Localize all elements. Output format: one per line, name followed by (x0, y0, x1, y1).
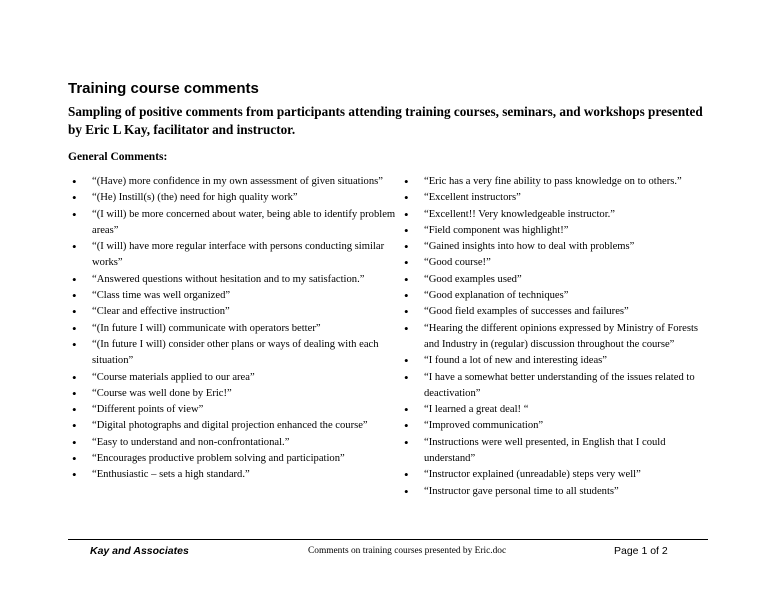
comment-item: • “Eric has a very fine ability to pass knowledge on to others.” (400, 174, 705, 190)
comment-item: • “Excellent!! Very knowledgeable instructor.” (400, 207, 705, 223)
comment-item: • “Different points of view” (68, 402, 398, 418)
comment-item: • “Good field examples of successes and failures” (400, 304, 705, 320)
section-heading: General Comments: (68, 151, 168, 163)
comments-list-left (68, 174, 398, 484)
comment-item: • “Field component was highlight!” (400, 223, 705, 239)
comment-item: • “(In future I will) communicate with operators better” (68, 321, 398, 337)
comment-item: • “Enthusiastic – sets a high standard.” (68, 467, 398, 483)
footer-filename: Comments on training courses presented by Eric.doc (308, 546, 507, 556)
footer-company: Kay and Associates (90, 545, 189, 557)
comment-item: • “Gained insights into how to deal with problems” (400, 239, 705, 255)
comment-item: • “Course was well done by Eric!” (68, 386, 398, 402)
comment-item: • “Easy to understand and non-confrontational.” (68, 435, 398, 451)
document-title: Training course comments (68, 80, 259, 97)
comment-item: • “Clear and effective instruction” (68, 304, 398, 320)
document-subtitle: Sampling of positive comments from participants attending training courses, seminars, and workshops presented by Eric L Kay, facilitator and instructor. (68, 104, 703, 137)
comment-item: • “Instructor explained (unreadable) steps very well” (400, 467, 705, 483)
comment-item: • “I learned a great deal! “ (400, 402, 705, 418)
comment-item: • “(He) Instill(s) (the) need for high quality work” (68, 190, 398, 206)
comment-item: • “(Have) more confidence in my own assessment of given situations” (68, 174, 398, 190)
comment-item: • “(I will) be more concerned about water, being able to identify problem areas” (68, 207, 398, 240)
comment-item: • “Digital photographs and digital projection enhanced the course” (68, 418, 398, 434)
comment-item: • “Instructor gave personal time to all students” (400, 484, 705, 500)
comment-item: • “Good examples used” (400, 272, 705, 288)
comment-item: • “(I will) have more regular interface with persons conducting similar works” (68, 239, 398, 272)
comment-item: • “Answered questions without hesitation and to my satisfaction.” (68, 272, 398, 288)
comment-item: • “Course materials applied to our area” (68, 370, 398, 386)
comments-list-right (400, 174, 705, 500)
comment-item: • “Good explanation of techniques” (400, 288, 705, 304)
comment-item: • “Instructions were well presented, in English that I could understand” (400, 435, 705, 468)
comment-item: • “Hearing the different opinions expressed by Ministry of Forests and Industry in (regular) discussion throughout the course” (400, 321, 705, 354)
comment-item: • “I have a somewhat better understanding of the issues related to deactivation” (400, 370, 705, 403)
footer-divider (68, 539, 708, 540)
comment-item: • “Excellent instructors” (400, 190, 705, 206)
comment-item: • “Good course!” (400, 255, 705, 271)
comment-item: • “Encourages productive problem solving and participation” (68, 451, 398, 467)
comment-item: • “Improved communication” (400, 418, 705, 434)
footer-page-number: Page 1 of 2 (614, 545, 668, 557)
comment-item: • “Class time was well organized” (68, 288, 398, 304)
comment-item: • “(In future I will) consider other plans or ways of dealing with each situation” (68, 337, 398, 370)
comment-item: • “I found a lot of new and interesting ideas” (400, 353, 705, 369)
